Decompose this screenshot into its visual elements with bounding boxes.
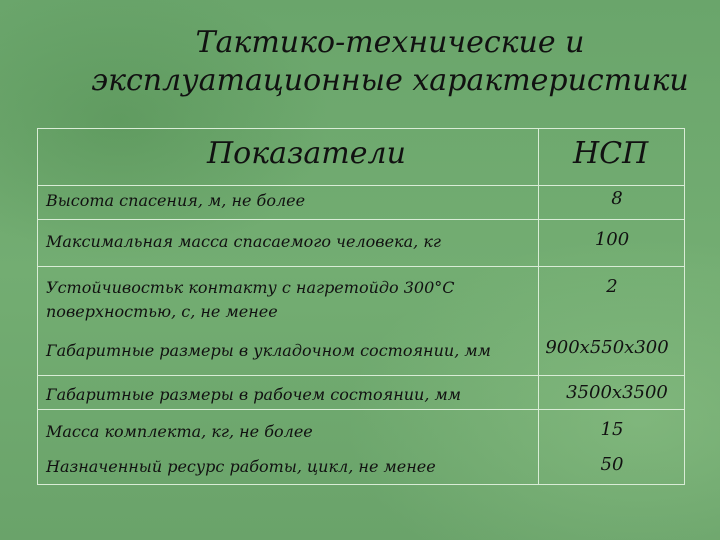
table-border-right xyxy=(684,128,685,485)
table-row-param: Габаритные размеры в рабочем состоянии, мм xyxy=(46,385,462,404)
table-border-left xyxy=(37,128,38,485)
table-row-value: 100 xyxy=(594,229,630,250)
title-line-1: Тактико-технические и xyxy=(195,25,585,60)
table-border-top xyxy=(37,128,685,129)
table-row-value: 8 xyxy=(611,188,623,209)
table-row-value: 900x550x300 xyxy=(545,337,669,358)
table-row-value: 15 xyxy=(600,419,624,440)
table-row-param: Масса комплекта, кг, не более xyxy=(46,422,313,441)
table-row-param-line1: Устойчивостьк контакту с нагретойдо 300°С xyxy=(46,278,455,297)
row-divider xyxy=(37,375,685,376)
row-divider xyxy=(37,266,685,267)
title-line-2: эксплуатационные характеристики xyxy=(91,63,689,98)
table-row-value: 3500x3500 xyxy=(566,382,668,403)
table-row-value: 2 xyxy=(606,276,618,297)
row-divider xyxy=(37,219,685,220)
table-row-param-line2: поверхностью, с, не менее xyxy=(46,302,278,321)
table-border-bottom xyxy=(37,484,685,485)
header-nsp: НСП xyxy=(573,136,649,171)
table-row-param: Высота спасения, м, не более xyxy=(46,191,306,210)
table-row-value: 50 xyxy=(600,454,624,475)
slide-title xyxy=(0,24,720,100)
header-parameters: Показатели xyxy=(207,136,406,171)
table-row-param: Максимальная масса спасаемого человека, кг xyxy=(46,232,441,251)
table-row-param: Габаритные размеры в укладочном состоянии, мм xyxy=(46,341,491,360)
row-divider xyxy=(37,409,685,410)
column-divider xyxy=(538,128,539,485)
row-divider xyxy=(37,185,685,186)
characteristics-table xyxy=(37,128,685,485)
table-row-param: Назначенный ресурс работы, цикл, не менее xyxy=(46,457,436,476)
